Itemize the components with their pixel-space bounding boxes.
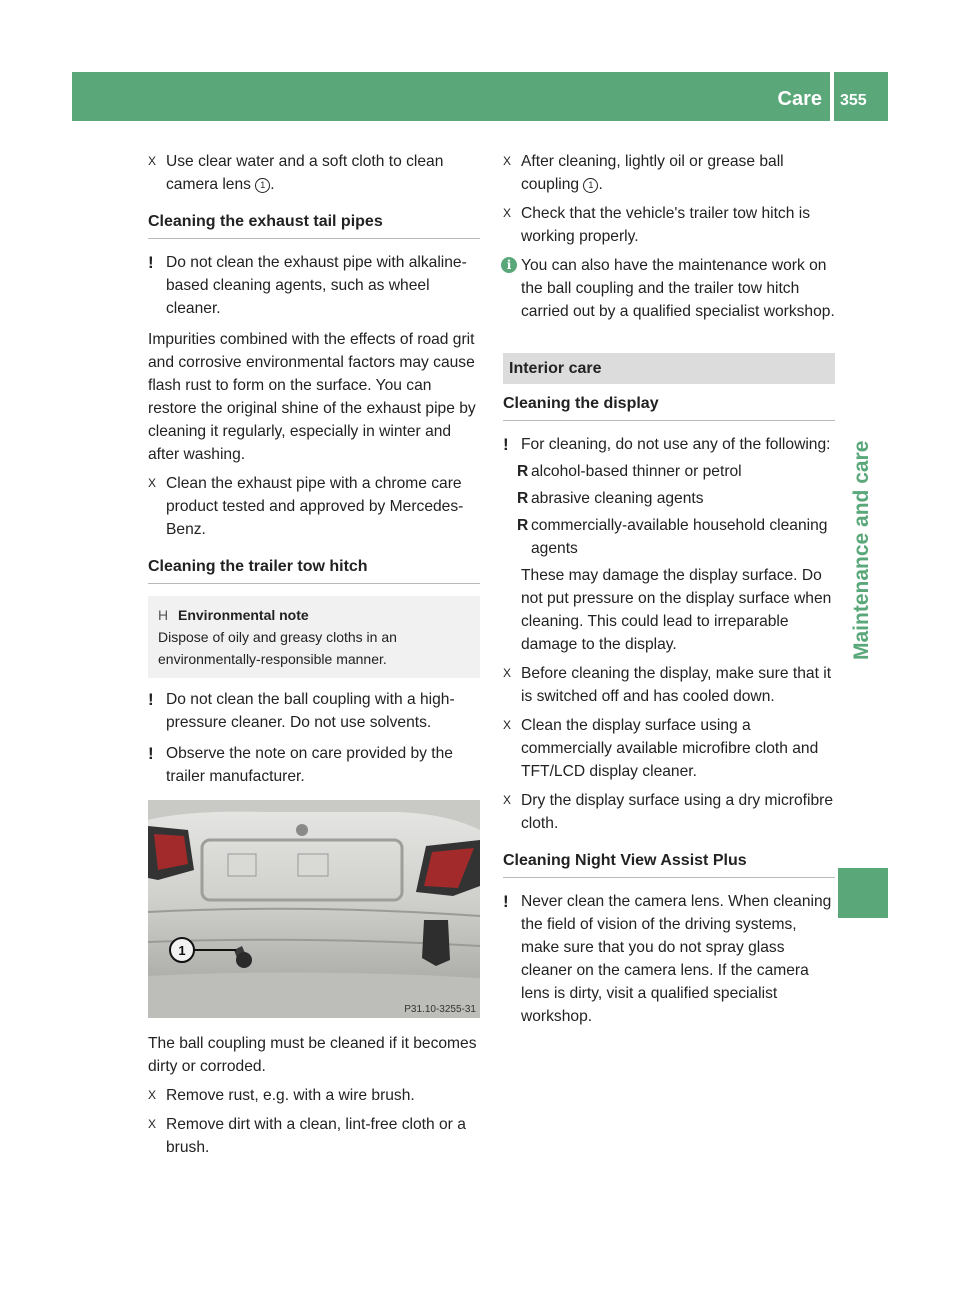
warning-icon: !: [148, 690, 154, 709]
instruction-step: [503, 714, 835, 783]
instruction-step: [503, 202, 835, 248]
warning-note: [148, 742, 480, 788]
arrow-icon: X: [148, 1117, 157, 1131]
instruction-step: X Use clear water and a soft cloth to clean camera lens 1 .: [148, 150, 480, 196]
page-header-bar: [72, 72, 888, 121]
bullet-icon: R: [517, 463, 529, 480]
instruction-step: [148, 472, 480, 541]
photo-marker: 1: [178, 943, 186, 958]
list-item-text: commercially-available household cleaning agents: [531, 517, 828, 557]
note-title: Environmental note: [178, 607, 309, 623]
photo-code: P31.10-3255-31: [404, 1004, 476, 1015]
note-text: Dispose of oily and greasy cloths in an environmentally-responsible manner.: [158, 629, 397, 667]
list-item: [503, 460, 835, 483]
info-icon: i: [501, 257, 517, 273]
step-text: Check that the vehicle's trailer tow hitch is working properly.: [521, 205, 810, 245]
warning-text: Observe the note on care provided by the trailer manufacturer.: [166, 745, 453, 785]
warning-text: Do not clean the exhaust pipe with alkaline-based cleaning agents, such as wheel cleaner.: [166, 254, 467, 317]
step-text: Dry the display surface using a dry microfibre cloth.: [521, 792, 833, 832]
chapter-band: [503, 353, 835, 384]
instruction-step: [148, 1084, 480, 1107]
step-text: Use clear water and a soft cloth to clean camera lens: [166, 153, 444, 193]
arrow-icon: X: [503, 154, 512, 168]
callout-marker: 1: [583, 178, 598, 193]
arrow-icon: X: [503, 718, 512, 732]
warning-icon: !: [148, 744, 154, 763]
arrow-icon: X: [503, 793, 512, 807]
section-heading: Cleaning Night View Assist Plus: [503, 849, 835, 878]
body-paragraph: The ball coupling must be cleaned if it becomes dirty or corroded.: [148, 1035, 477, 1075]
leaf-icon: H: [158, 607, 169, 623]
warning-note: [503, 433, 835, 456]
info-note: [503, 254, 835, 323]
instruction-step: [503, 662, 835, 708]
instruction-step: [148, 1113, 480, 1159]
step-text: Remove rust, e.g. with a wire brush.: [166, 1087, 415, 1104]
info-text: You can also have the maintenance work on the ball coupling and the trailer tow hitch carried out by a qualified specialist workshop.: [521, 257, 835, 320]
list-item-text: abrasive cleaning agents: [531, 490, 704, 507]
instruction-step: X After cleaning, lightly oil or grease ball coupling 1 .: [503, 150, 835, 196]
step-text: Clean the exhaust pipe with a chrome care product tested and approved by Mercedes-Benz.: [166, 475, 464, 538]
warning-text: Do not clean the ball coupling with a high-pressure cleaner. Do not use solvents.: [166, 691, 455, 731]
right-column: [503, 150, 835, 1036]
side-tab-label: Maintenance and care: [850, 440, 873, 660]
step-text: Remove dirt with a clean, lint-free cloth or a brush.: [166, 1116, 466, 1156]
list-item-text: alcohol-based thinner or petrol: [531, 463, 742, 480]
section-title: Care: [777, 88, 822, 110]
warning-text: Never clean the camera lens. When cleaning the field of vision of the driving systems, make sure that you do not spray glass cleaner on the camera lens. If the camera lens is dirty, visit a qualified specialist workshop.: [521, 893, 832, 1025]
header-separator: [830, 72, 834, 121]
body-paragraph: Impurities combined with the effects of road grit and corrosive environmental factors may cause flash rust to form on the surface. You can restore the original shine of the exhaust pipe by cleaning it regularly, especially in winter and after washing.: [148, 331, 476, 463]
chapter-band-title: Interior care: [509, 360, 602, 377]
page-number: 355: [840, 92, 867, 109]
step-text: After cleaning, lightly oil or grease ball coupling: [521, 153, 784, 193]
left-column: [148, 150, 480, 1165]
bullet-icon: R: [517, 490, 529, 507]
side-tab-marker: [838, 868, 888, 918]
arrow-icon: X: [503, 206, 512, 220]
warning-paragraph: These may damage the display surface. Do not put pressure on the display surface when cleaning. This could lead to irreparable damage to the display.: [521, 567, 832, 653]
callout-marker: 1: [255, 178, 270, 193]
section-heading: Cleaning the display: [503, 392, 835, 421]
arrow-icon: X: [148, 476, 157, 490]
section-heading: Cleaning the trailer tow hitch: [148, 555, 480, 584]
warning-icon: !: [148, 253, 154, 272]
arrow-icon: X: [148, 1088, 157, 1102]
warning-note: [503, 890, 835, 1028]
bullet-icon: R: [517, 517, 529, 534]
arrow-icon: X: [148, 154, 157, 168]
step-text: Clean the display surface using a commercially available microfibre cloth and TFT/LCD display cleaner.: [521, 717, 819, 780]
arrow-icon: X: [503, 666, 512, 680]
section-heading: Cleaning the exhaust tail pipes: [148, 210, 480, 239]
warning-note: [148, 688, 480, 734]
warning-icon: !: [503, 892, 509, 911]
instruction-step: [503, 789, 835, 835]
list-item: [503, 487, 835, 510]
step-text: Before cleaning the display, make sure that it is switched off and has cooled down.: [521, 665, 832, 705]
warning-icon: !: [503, 435, 509, 454]
warning-text: For cleaning, do not use any of the following:: [521, 436, 831, 453]
warning-note: [148, 251, 480, 320]
car-rear-illustration: [148, 800, 480, 1018]
environmental-note: [148, 596, 480, 678]
trailer-hitch-photo: [148, 800, 480, 1018]
list-item: [503, 514, 835, 560]
